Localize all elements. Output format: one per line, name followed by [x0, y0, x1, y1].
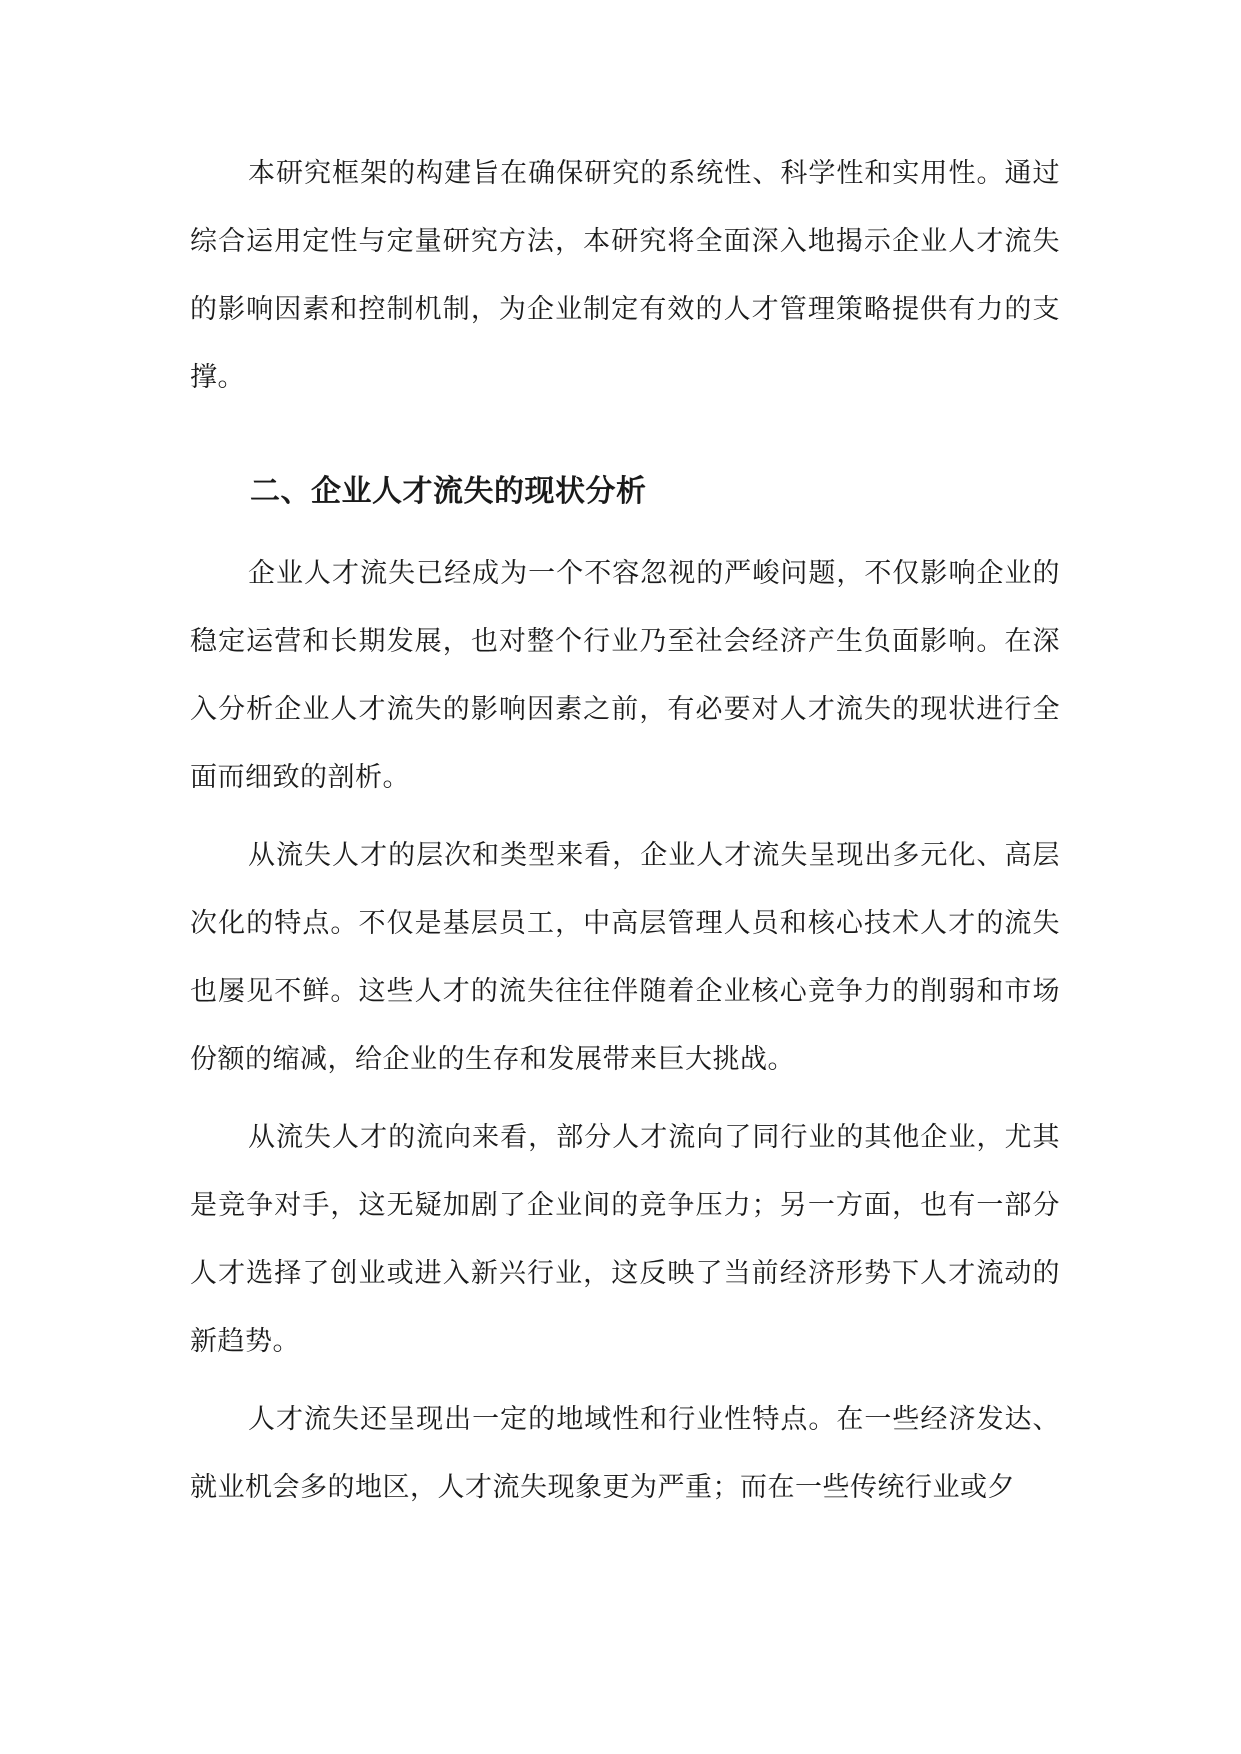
section-heading: 二、企业人才流失的现状分析 — [250, 474, 647, 509]
body-paragraph-2: 从流失人才的层次和类型来看，企业人才流失呈现出多元化、高层次化的特点。不仅是基层员工，中高层管理人员和核心技术人才的流失也屡见不鲜。这些人才的流失往往伴随着企业核心竞争力的削弱和市场份额的缩减，给企业的生存和发展带来巨大挑战。 — [190, 840, 1060, 1075]
body-paragraph-3: 从流失人才的流向来看，部分人才流向了同行业的其他企业，尤其是竞争对手，这无疑加剧了企业间的竞争压力；另一方面，也有一部分人才选择了创业或进入新兴行业，这反映了当前经济形势下人才流动的新趋势。 — [190, 1122, 1060, 1357]
body-paragraph-1: 企业人才流失已经成为一个不容忽视的严峻问题，不仅影响企业的稳定运营和长期发展，也对整个行业乃至社会经济产生负面影响。在深入分析企业人才流失的影响因素之前，有必要对人才流失的现状进行全面而细致的剖析。 — [190, 558, 1060, 793]
intro-paragraph: 本研究框架的构建旨在确保研究的系统性、科学性和实用性。通过综合运用定性与定量研究方法，本研究将全面深入地揭示企业人才流失的影响因素和控制机制，为企业制定有效的人才管理策略提供有力的支撑。 — [190, 158, 1060, 393]
document-page — [190, 140, 1060, 1522]
body-paragraph-4: 人才流失还呈现出一定的地域性和行业性特点。在一些经济发达、就业机会多的地区，人才流失现象更为严重；而在一些传统行业或夕 — [190, 1404, 1060, 1503]
